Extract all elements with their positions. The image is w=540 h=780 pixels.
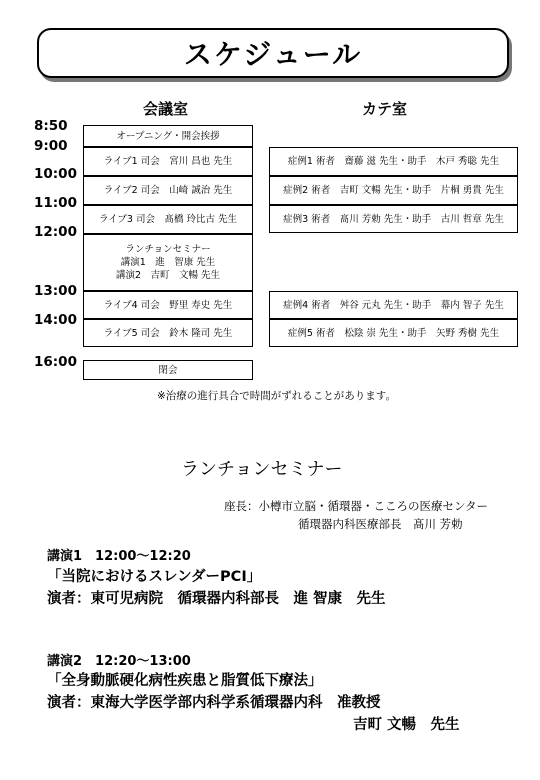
time-label: 10:00 bbox=[34, 166, 77, 182]
schedule-item-lunch-seminar bbox=[83, 234, 253, 291]
seminar-title: ランチョンセミナー bbox=[181, 459, 343, 480]
schedule-item-case3: 症例3 術者 髙川 芳勅 先生・助手 古川 哲章 先生 bbox=[269, 205, 518, 233]
time-label: 8:50 bbox=[34, 118, 68, 134]
time-label: 14:00 bbox=[34, 312, 77, 328]
lecture1-topic: 「当院におけるスレンダーPCI」 bbox=[47, 569, 262, 585]
column-header-hall: 会議室 bbox=[143, 100, 189, 118]
lunch-seminar-label: ランチョンセミナー bbox=[125, 244, 211, 255]
schedule-item-case4: 症例4 術者 舛谷 元丸 先生・助手 幕内 智子 先生 bbox=[269, 291, 518, 319]
page-title: スケジュール bbox=[183, 38, 363, 71]
schedule-item-live4: ライブ4 司会 野里 寿史 先生 bbox=[83, 291, 253, 319]
schedule-item-case5: 症例5 術者 松陰 崇 先生・助手 矢野 秀樹 先生 bbox=[269, 319, 518, 347]
lecture2-topic: 「全身動脈硬化病性疾患と脂質低下療法」 bbox=[47, 673, 323, 689]
title-banner bbox=[37, 28, 509, 78]
schedule-item-live5: ライブ5 司会 鈴木 隆司 先生 bbox=[83, 319, 253, 347]
lunch-lecture1: 講演1 進 智康 先生 bbox=[120, 257, 216, 268]
lunch-lecture2: 講演2 吉町 文暢 先生 bbox=[115, 270, 221, 281]
time-label: 13:00 bbox=[34, 283, 77, 299]
lecture1-heading: 講演1 12:00～12:20 bbox=[47, 549, 191, 564]
column-header-cath: カテ室 bbox=[362, 100, 408, 118]
seminar-chair-line2: 循環器内科医療部長 髙川 芳勅 bbox=[298, 517, 463, 531]
schedule-item-live1: ライブ1 司会 宮川 昌也 先生 bbox=[83, 147, 253, 176]
time-label: 9:00 bbox=[34, 138, 68, 154]
schedule-item-live2: ライブ2 司会 山崎 誠治 先生 bbox=[83, 176, 253, 205]
lecture1-speaker: 演者：東可児病院 循環器内科部長 進 智康 先生 bbox=[47, 591, 386, 607]
schedule-note: ※治療の進行具合で時間がずれることがあります。 bbox=[157, 390, 396, 402]
lecture2-heading: 講演2 12:20～13:00 bbox=[47, 654, 191, 669]
lecture2-speaker: 演者：東海大学医学部内科学系循環器内科 准教授 bbox=[47, 695, 381, 711]
seminar-chair-line1: 座長：小樽市立脳・循環器・こころの医療センター bbox=[224, 499, 489, 513]
time-label: 12:00 bbox=[34, 224, 77, 240]
schedule-item-closing: 閉会 bbox=[83, 360, 253, 380]
schedule-item-opening: オープニング・開会挨拶 bbox=[83, 125, 253, 147]
time-label: 16:00 bbox=[34, 354, 77, 370]
schedule-item-case1: 症例1 術者 齋藤 滋 先生・助手 木戸 秀聡 先生 bbox=[269, 147, 518, 176]
schedule-item-case2: 症例2 術者 吉町 文暢 先生・助手 片桐 勇貴 先生 bbox=[269, 176, 518, 205]
lecture2-speaker-name: 吉町 文暢 先生 bbox=[353, 717, 460, 733]
schedule-item-live3: ライブ3 司会 髙橋 玲比古 先生 bbox=[83, 205, 253, 234]
time-label: 11:00 bbox=[34, 195, 77, 211]
